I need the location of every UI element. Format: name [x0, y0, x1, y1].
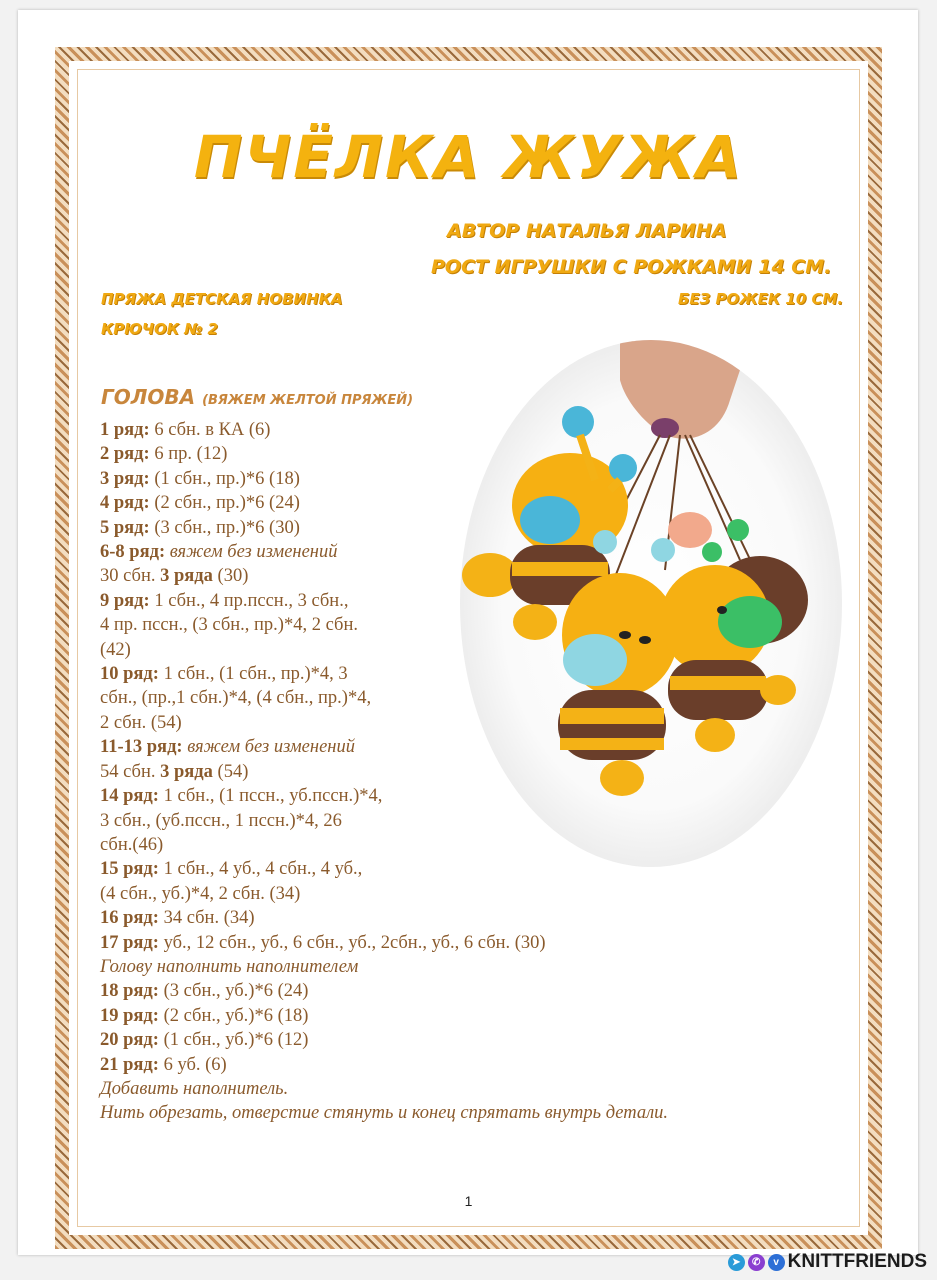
row-18: 18 ряд: (3 сбн., уб.)*6 (24): [100, 981, 309, 1002]
row-14-cont: 3 сбн., (уб.пссн., 1 пссн.)*4, 26: [100, 810, 342, 831]
row-11-13-count: 54 сбн. 3 ряда (54): [100, 761, 249, 782]
row-20: 20 ряд: (1 сбн., уб.)*6 (12): [100, 1030, 309, 1051]
row-9-cont: 4 пр. пссн., (3 сбн., пр.)*4, 2 сбн.: [100, 615, 358, 636]
watermark-text: KNITTFRIENDS: [787, 1251, 927, 1272]
row-6-8-count: 30 сбн. 3 ряда (30): [100, 566, 249, 587]
section-note: (ВЯЖЕМ ЖЕЛТОЙ ПРЯЖЕЙ): [202, 393, 414, 408]
row-11-13: 11-13 ряд: вяжем без изменений: [100, 737, 355, 758]
row-19: 19 ряд: (2 сбн., уб.)*6 (18): [100, 1005, 309, 1026]
height-without-horns: БЕЗ РОЖЕК 10 СМ.: [678, 290, 844, 308]
row-9: 9 ряд: 1 сбн., 4 пр.пссн., 3 сбн.,: [100, 590, 349, 611]
row-16: 16 ряд: 34 сбн. (34): [100, 908, 255, 929]
row-1: 1 ряд: 6 сбн. в КА (6): [100, 420, 271, 440]
watermark: [728, 1250, 927, 1274]
row-15-cont: (4 сбн., уб.)*4, 2 сбн. (34): [100, 883, 301, 904]
row-2: 2 ряд: 6 пр. (12): [100, 444, 228, 465]
telegram-icon: ➤: [728, 1254, 745, 1271]
finish-note: Нить обрезать, отверстие стянуть и конец спрятать внутрь детали.: [100, 1103, 669, 1124]
row-10: 10 ряд: 1 сбн., (1 сбн., пр.)*4, 3: [100, 664, 348, 685]
row-6-8: 6-8 ряд: вяжем без изменений: [100, 542, 338, 563]
row-4: 4 ряд: (2 сбн., пр.)*6 (24): [100, 493, 300, 514]
row-9-total: (42): [100, 639, 131, 660]
height-with-horns: РОСТ ИГРУШКИ С РОЖКАМИ 14 СМ.: [431, 256, 832, 278]
pattern-title: ПЧЁЛКА ЖУЖА: [193, 123, 744, 191]
row-14-total: сбн.(46): [100, 834, 164, 855]
add-stuffing-note: Добавить наполнитель.: [100, 1078, 289, 1099]
page-number: 1: [464, 1193, 473, 1209]
section-title: ГОЛОВА: [101, 385, 196, 409]
row-5: 5 ряд: (3 сбн., пр.)*6 (30): [100, 517, 300, 538]
stuff-head-note: Голову наполнить наполнителем: [100, 956, 359, 977]
row-17: 17 ряд: уб., 12 сбн., уб., 6 сбн., уб., 2сбн., уб., 6 сбн. (30): [100, 932, 546, 953]
vk-icon: v: [768, 1254, 785, 1271]
row-10-cont: сбн., (пр.,1 сбн.)*4, (4 сбн., пр.)*4,: [100, 688, 372, 709]
section-heading: [101, 385, 413, 409]
yarn-info: ПРЯЖА ДЕТСКАЯ НОВИНКА: [101, 290, 343, 308]
row-15: 15 ряд: 1 сбн., 4 уб., 4 сбн., 4 уб.,: [100, 859, 363, 880]
hook-info: КРЮЧОК № 2: [101, 320, 218, 338]
row-21: 21 ряд: 6 уб. (6): [100, 1054, 227, 1075]
viber-icon: ✆: [748, 1254, 765, 1271]
author-line: АВТОР НАТАЛЬЯ ЛАРИНА: [447, 220, 727, 242]
row-14: 14 ряд: 1 сбн., (1 пссн., уб.пссн.)*4,: [100, 786, 383, 807]
row-10-total: 2 сбн. (54): [100, 712, 182, 733]
instructions: [100, 418, 669, 1126]
row-3: 3 ряд: (1 сбн., пр.)*6 (18): [100, 468, 300, 489]
